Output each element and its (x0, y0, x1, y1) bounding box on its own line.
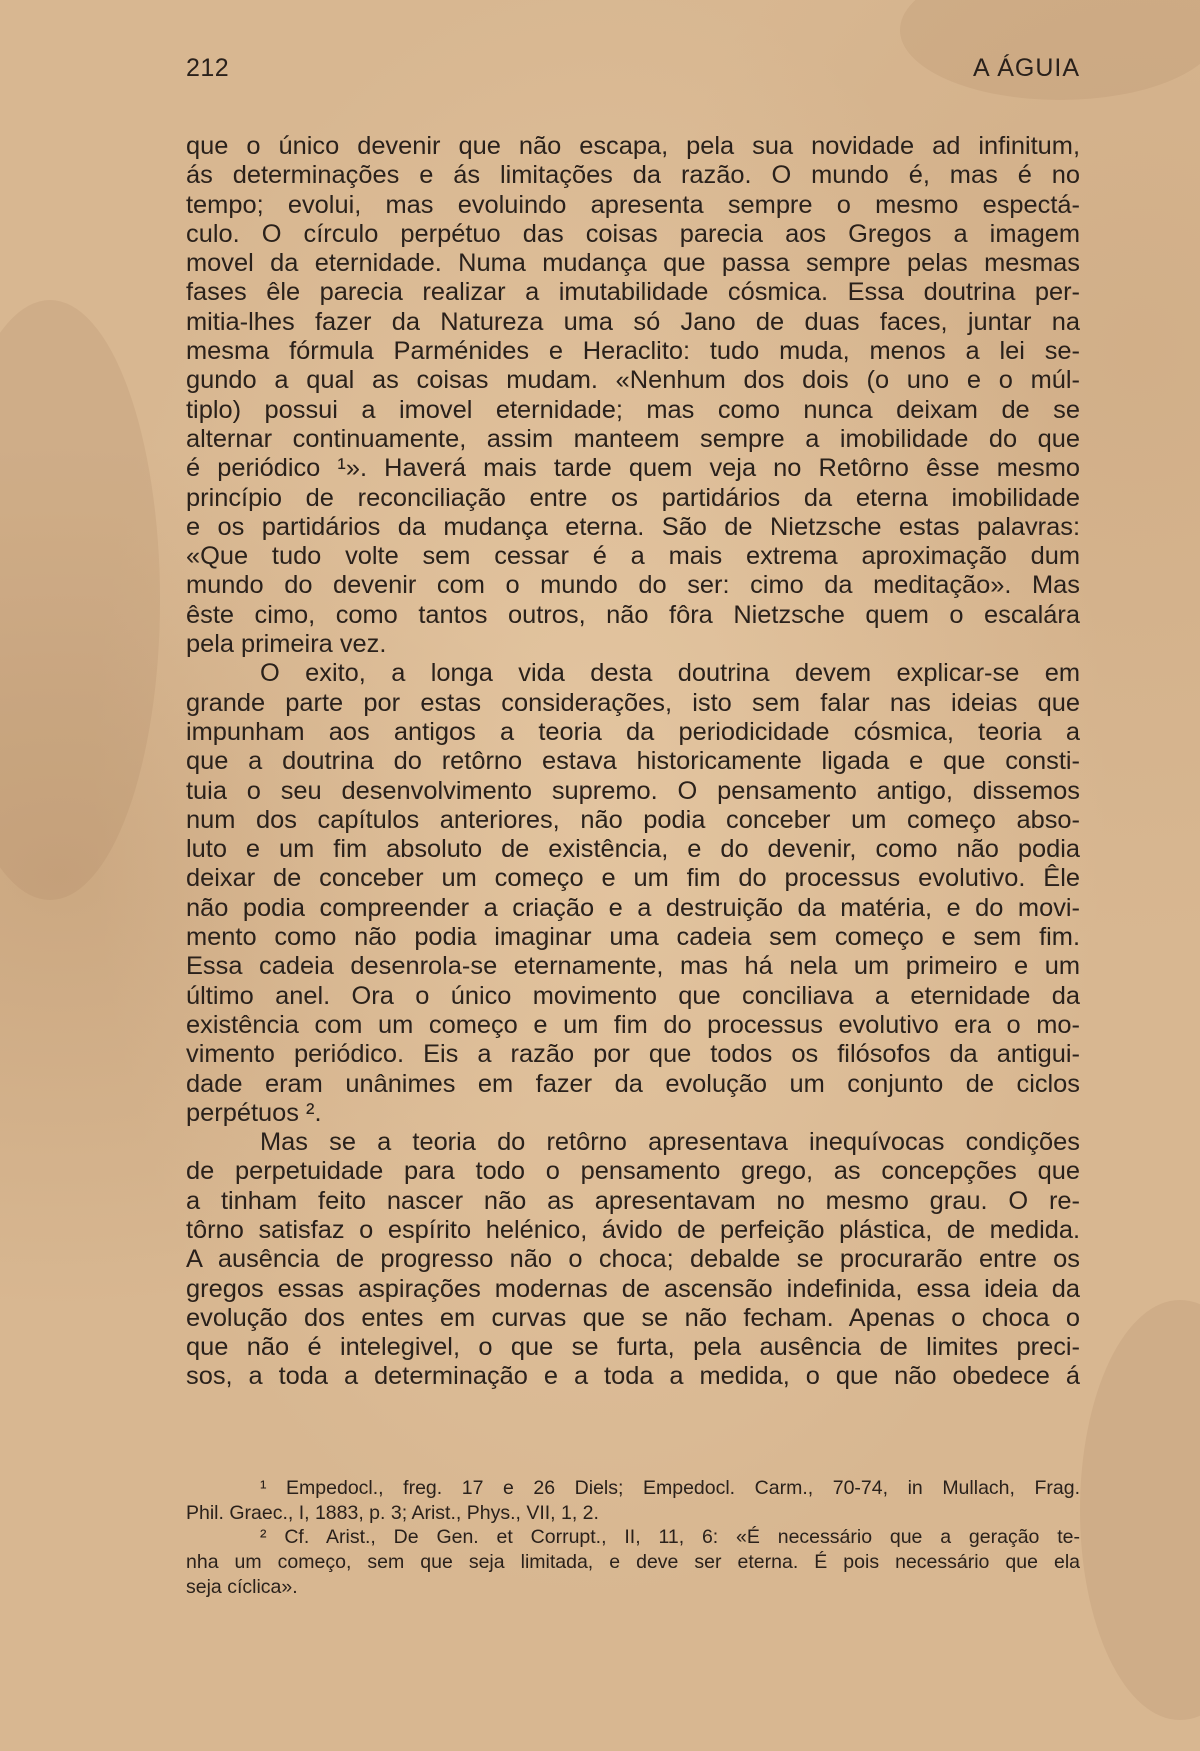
body-text (186, 132, 1080, 1392)
text-line: mitia-lhes fazer da Natureza uma só Jano de duas faces, juntar na (186, 307, 1080, 336)
text-line: e os partidários da mudança eterna. São de Nietzsche estas palavras: (186, 512, 1080, 541)
text-line: fases êle parecia realizar a imutabilidade cósmica. Essa doutrina per- (186, 278, 1080, 307)
footnote-line: ¹ Empedocl., freg. 17 e 26 Diels; Empedocl. Carm., 70-74, in Mullach, Frag. (260, 1477, 1080, 1499)
text-line: culo. O círculo perpétuo das coisas parecia aos Gregos a imagem (186, 219, 1080, 248)
text-line: evolução dos entes em curvas que se não fecham. Apenas o choca o (186, 1303, 1080, 1332)
text-line: existência com um começo e um fim do processus evolutivo era o mo- (186, 1010, 1080, 1039)
text-line: que a doutrina do retôrno estava historicamente ligada e que consti- (186, 747, 1080, 776)
paper-stain (0, 300, 160, 900)
journal-title: A ÁGUIA (972, 54, 1080, 82)
footnote-line: Phil. Graec., I, 1883, p. 3; Arist., Phys., VII, 1, 2. (186, 1501, 599, 1524)
text-line: tôrno satisfaz o espírito helénico, ávido de perfeição plástica, de medida. (186, 1215, 1080, 1244)
text-line: mesma fórmula Parménides e Heraclito: tudo muda, menos a lei se- (186, 337, 1080, 366)
text-line: de perpetuidade para todo o pensamento grego, as concepções que (186, 1157, 1080, 1186)
text-line: gregos essas aspirações modernas de ascensão indefinida, essa ideia da (186, 1274, 1080, 1303)
text-line: princípio de reconciliação entre os partidários da eterna imobilidade (186, 483, 1080, 512)
text-line: num dos capítulos anteriores, não podia conceber um começo abso- (186, 805, 1080, 834)
text-line: é periódico ¹». Haverá mais tarde quem veja no Retôrno êsse mesmo (186, 454, 1080, 483)
text-line: vimento periódico. Eis a razão por que todos os filósofos da antigui- (186, 1040, 1080, 1069)
text-line: Essa cadeia desenrola-se eternamente, mas há nela um primeiro e um (186, 952, 1080, 981)
text-line: que não é intelegivel, o que se furta, pela ausência de limites preci- (186, 1333, 1080, 1362)
page-number: 212 (186, 54, 230, 82)
text-line: dade eram unânimes em fazer da evolução um conjunto de ciclos (186, 1069, 1080, 1098)
text-line: gundo a qual as coisas mudam. «Nenhum dos dois (o uno e o múl- (186, 366, 1080, 395)
text-line: mento como não podia imaginar uma cadeia sem começo e sem fim. (186, 923, 1080, 952)
text-line: deixar de conceber um começo e um fim do processus evolutivo. Êle (186, 864, 1080, 893)
footnote-line: nha um começo, sem que seja limitada, e deve ser eterna. É pois necessário que ela (186, 1551, 1080, 1574)
text-line: tempo; evolui, mas evoluindo apresenta sempre o mesmo espectá- (186, 190, 1080, 219)
footnotes (186, 1476, 1080, 1599)
text-line: luto e um fim absoluto de existência, e do devenir, como não podia (186, 835, 1080, 864)
text-line: êste cimo, como tantos outros, não fôra Nietzsche quem o escalára (186, 600, 1080, 629)
text-line: não podia compreender a criação e a destruição da matéria, e do movi- (186, 893, 1080, 922)
text-line: perpétuos ². (186, 1098, 322, 1127)
text-line: impunham aos antigos a teoria da periodicidade cósmica, teoria a (186, 717, 1080, 746)
text-line: mundo do devenir com o mundo do ser: cimo da meditação». Mas (186, 571, 1080, 600)
text-line: «Que tudo volte sem cessar é a mais extrema aproximação dum (186, 542, 1080, 571)
running-head (186, 54, 1080, 88)
text-line: A ausência de progresso não o choca; debalde se procurarão entre os (186, 1245, 1080, 1274)
text-line: grande parte por estas considerações, isto sem falar nas ideias que (186, 688, 1080, 717)
text-line: último anel. Ora o único movimento que conciliava a eternidade da (186, 981, 1080, 1010)
text-line: tiplo) possui a imovel eternidade; mas como nunca deixam de se (186, 395, 1080, 424)
text-line: tuia o seu desenvolvimento supremo. O pensamento antigo, dissemos (186, 776, 1080, 805)
paper-stain (1080, 1300, 1200, 1720)
text-line: movel da eternidade. Numa mudança que passa sempre pelas mesmas (186, 249, 1080, 278)
text-line: a tinham feito nascer não as apresentavam no mesmo grau. O re- (186, 1186, 1080, 1215)
text-line: alternar continuamente, assim manteem sempre a imobilidade do que (186, 424, 1080, 453)
footnote-line: seja cíclica». (186, 1575, 298, 1598)
footnote-line: ² Cf. Arist., De Gen. et Corrupt., II, 11, 6: «É necessário que a geração te- (260, 1526, 1080, 1549)
text-line: sos, a toda a determinação e a toda a medida, o que não obedece á (186, 1362, 1080, 1391)
text-line: Mas se a teoria do retôrno apresentava inequívocas condições (260, 1128, 1080, 1157)
text-line: que o único devenir que não escapa, pela sua novidade ad infinitum, (186, 132, 1080, 160)
text-line: ás determinações e ás limitações da razão. O mundo é, mas é no (186, 161, 1080, 190)
text-line: pela primeira vez. (186, 630, 387, 659)
text-line: O exito, a longa vida desta doutrina devem explicar-se em (260, 659, 1080, 688)
